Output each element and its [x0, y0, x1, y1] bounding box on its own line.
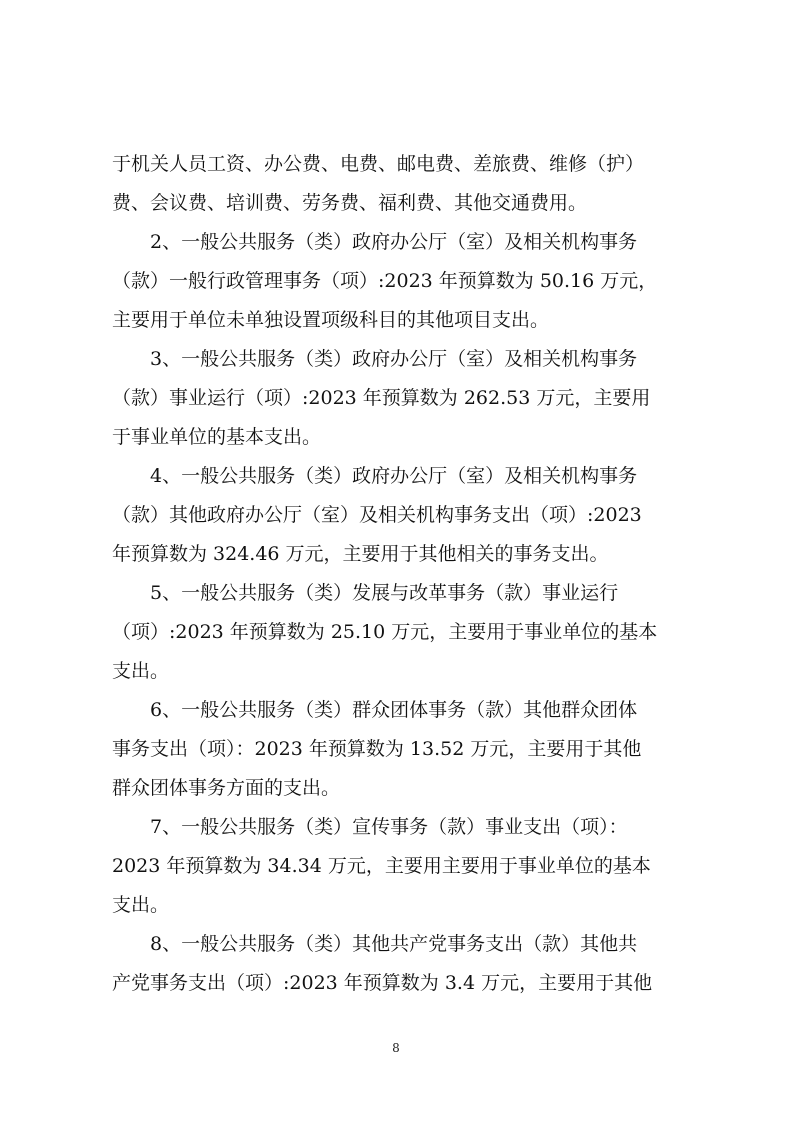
- text-line: （款）事业运行（项）:2023 年预算数为 262.53 万元，主要用: [112, 387, 651, 409]
- text-line: 产党事务支出（项）:2023 年预算数为 3.4 万元，主要用于其他: [112, 972, 653, 994]
- text-line: 2023 年预算数为 34.34 万元，主要用主要用于事业单位的基本: [112, 855, 651, 877]
- text-line: 5、一般公共服务（类）发展与改革事务（款）事业运行: [112, 582, 619, 604]
- text-line: （款）一般行政管理事务（项）:2023 年预算数为 50.16 万元，: [112, 270, 658, 292]
- page-number: 8: [392, 1041, 400, 1055]
- text-line: 3、一般公共服务（类）政府办公厅（室）及相关机构事务: [112, 348, 638, 370]
- text-line: 7、一般公共服务（类）宣传事务（款）事业支出（项）：: [112, 816, 628, 838]
- text-line: 支出。: [112, 660, 170, 682]
- text-line: 年预算数为 324.46 万元，主要用于其他相关的事务支出。: [112, 543, 609, 565]
- text-line: 4、一般公共服务（类）政府办公厅（室）及相关机构事务: [112, 465, 638, 487]
- text-line: 费、会议费、培训费、劳务费、福利费、其他交通费用。: [112, 192, 588, 214]
- text-line: 支出。: [112, 894, 170, 916]
- text-line: 群众团体事务方面的支出。: [112, 777, 341, 799]
- text-line: 主要用于单位未单独设置项级科目的其他项目支出。: [112, 309, 550, 331]
- text-line: 8、一般公共服务（类）其他共产党事务支出（款）其他共: [112, 933, 638, 955]
- text-line: 于事业单位的基本支出。: [112, 426, 322, 448]
- text-line: 2、一般公共服务（类）政府办公厅（室）及相关机构事务: [112, 231, 638, 253]
- text-line: （款）其他政府办公厅（室）及相关机构事务支出（项）:2023: [112, 504, 642, 526]
- text-line: 6、一般公共服务（类）群众团体事务（款）其他群众团体: [112, 699, 638, 721]
- text-line: 于机关人员工资、办公费、电费、邮电费、差旅费、维修（护）: [112, 153, 645, 175]
- text-line: （项）:2023 年预算数为 25.10 万元，主要用于事业单位的基本: [112, 621, 658, 643]
- text-line: 事务支出（项）：2023 年预算数为 13.52 万元，主要用于其他: [112, 738, 642, 760]
